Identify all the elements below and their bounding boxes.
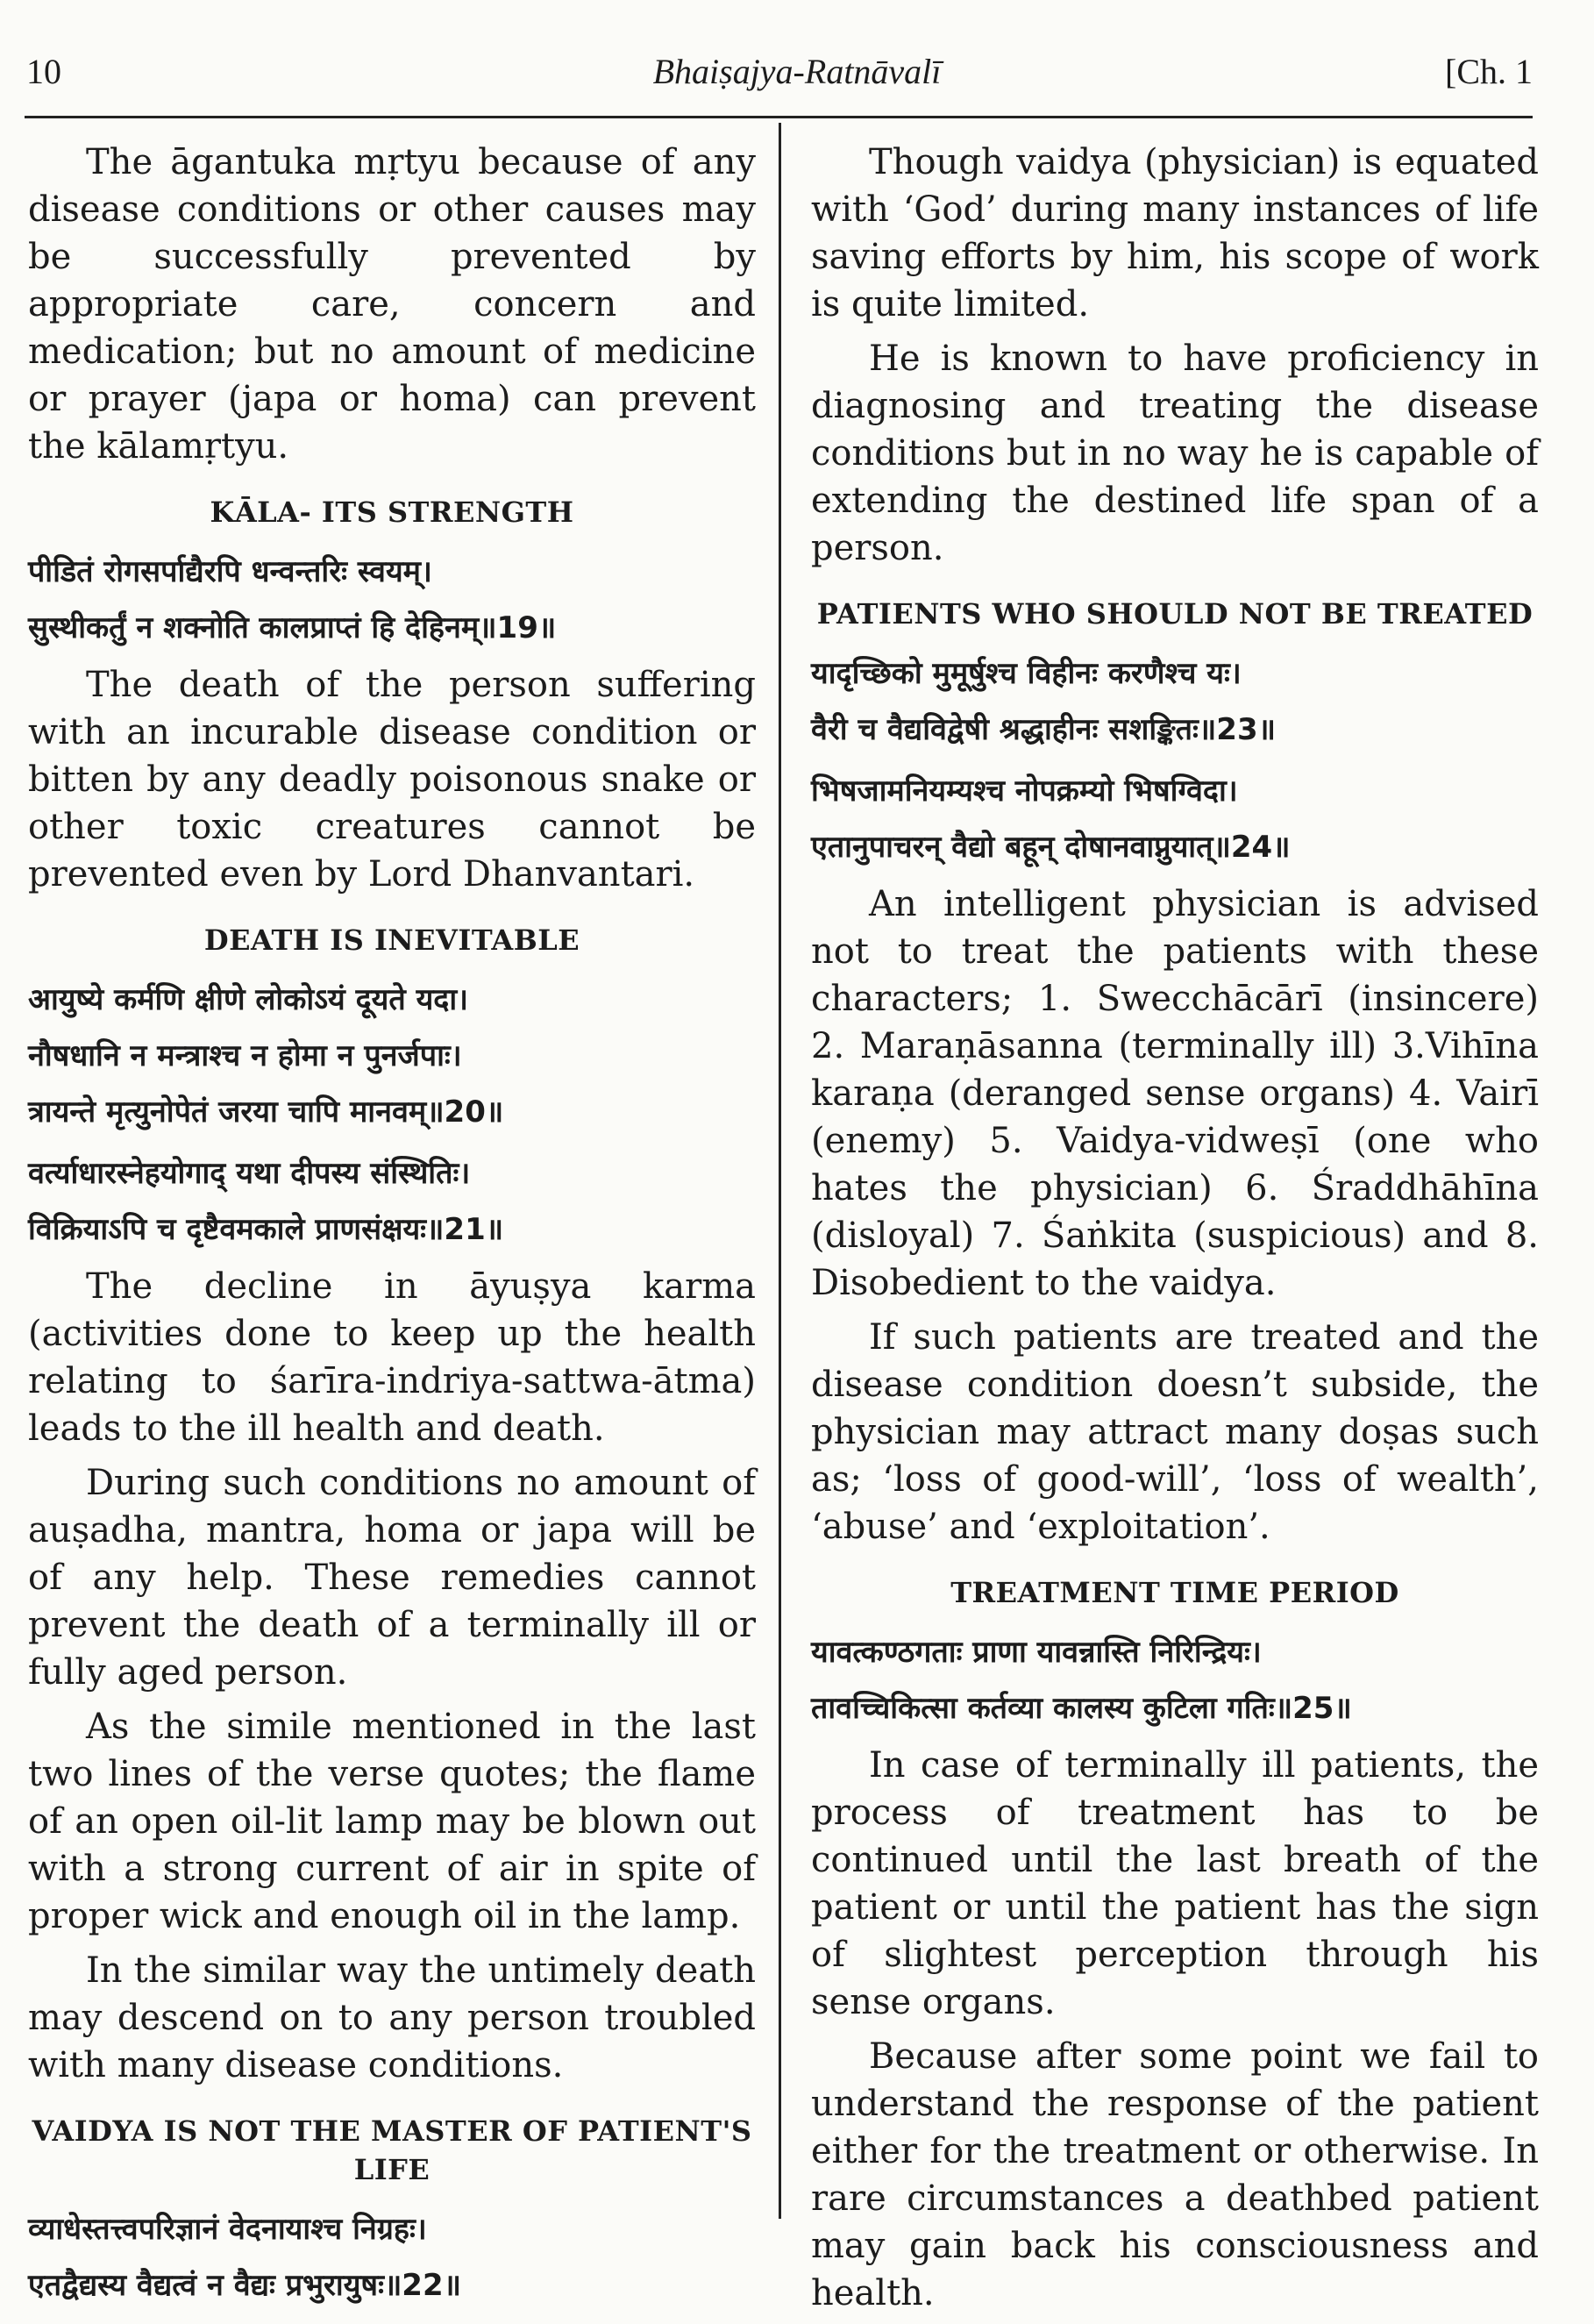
- column-divider: [779, 123, 781, 2219]
- paragraph: During such conditions no amount of auṣadha, mantra, homa or japa will be of any help. These remedies cannot prevent the death of a terminally ill or fully aged person.: [28, 1463, 756, 1693]
- sanskrit-verse-24: [811, 763, 1539, 875]
- verse-line: वर्त्याधारस्नेहयोगाद् यथा दीपस्य संस्थितिः।: [28, 1156, 471, 1191]
- sanskrit-verse-25: [811, 1624, 1539, 1736]
- running-title: Bhaiṣajya-Ratnāvalī: [652, 52, 942, 91]
- verse-line: त्रायन्ते मृत्युनोपेतं जरया चापि मानवम्॥20॥: [28, 1094, 504, 1130]
- section-heading: TREATMENT TIME PERIOD: [950, 1576, 1399, 1609]
- sanskrit-verse-23: [811, 645, 1539, 758]
- verse-line: एतद्वैद्यस्य वैद्यत्वं न वैद्यः प्रभुरायुषः॥22॥: [28, 2268, 461, 2303]
- right-column: [811, 139, 1539, 2324]
- verse-line: व्याधेस्तत्त्वपरिज्ञानं वेदनायाश्च निग्रहः।: [28, 2212, 427, 2247]
- verse-line: वैरी च वैद्यविद्वेषी श्रद्धाहीनः सशङ्कितः॥23॥: [811, 712, 1276, 747]
- verse-line: एतानुपाचरन् वैद्यो बहून् दोषानवाप्नुयात्॥24॥: [811, 830, 1291, 865]
- paragraph: Though vaidya (physician) is equated with ‘God’ during many instances of life saving efforts by him, his scope of work is quite limited.: [811, 142, 1539, 324]
- page-number: 10: [26, 52, 61, 91]
- paragraph: As the simile mentioned in the last two lines of the verse quotes; the flame of an open oil-lit lamp may be blown out with a strong current of air in spite of proper wick and enough oil in the lamp.: [28, 1707, 756, 1936]
- sanskrit-verse-19: [28, 544, 756, 656]
- paragraph: The death of the person suffering with an incurable disease condition or bitten by any deadly poisonous snake or other toxic creatures cannot be prevented even by Lord Dhanvantari.: [28, 665, 756, 895]
- section-heading: PATIENTS WHO SHOULD NOT BE TREATED: [816, 597, 1534, 631]
- verse-line: आयुष्ये कर्मणि क्षीणे लोकोऽयं दूयते यदा।: [28, 982, 469, 1017]
- verse-line: सुस्थीकर्तुं न शक्नोति कालप्राप्तं हि देहिनम्॥19॥: [28, 610, 557, 645]
- verse-line: नौषधानि न मन्त्राश्च न होमा न पुनर्जपाः।: [28, 1038, 462, 1073]
- paragraph: He is known to have proficiency in diagnosing and treating the disease conditions but in no way he is capable of extending the destined life span of a person.: [811, 339, 1539, 568]
- left-column: [28, 139, 756, 2319]
- verse-line: तावच्चिकित्सा कर्तव्या कालस्य कुटिला गतिः॥25॥: [811, 1691, 1352, 1726]
- paragraph: The āgantuka mṛtyu because of any disease conditions or other causes may be successfully prevented by appropriate care, concern and medication; but no amount of medicine or prayer (japa or homa) can prevent the kālamṛtyu.: [28, 142, 756, 467]
- paragraph: If such patients are treated and the disease condition doesn’t subside, the physician may attract many doṣas such as; ‘loss of good-will’, ‘loss of wealth’, ‘abuse’ and ‘exploitation’.: [811, 1317, 1539, 1547]
- section-heading: KĀLA- ITS STRENGTH: [210, 495, 574, 529]
- sanskrit-verse-20: [28, 972, 756, 1140]
- sanskrit-verse-22: [28, 2201, 756, 2313]
- paragraph: In case of terminally ill patients, the process of treatment has to be continued until the last breath of the patient or until the patient has the sign of slightest perception through his sense organs.: [811, 1745, 1539, 2022]
- paragraph: The decline in āyuṣya karma (activities done to keep up the health relating to śarīra-indriya-sattwa-ātma) leads to the ill health and death.: [28, 1266, 756, 1449]
- section-heading: VAIDYA IS NOT THE MASTER OF PATIENT'S LIFE: [32, 2114, 752, 2186]
- verse-line: पीडितं रोगसर्पाद्यैरपि धन्वन्तरिः स्वयम्।: [28, 554, 432, 589]
- header-rule: [25, 116, 1533, 118]
- verse-line: भिषजामनियम्यश्च नोपक्रम्यो भिषग्विदा।: [811, 773, 1238, 809]
- sanskrit-verse-21: [28, 1145, 756, 1258]
- section-heading: DEATH IS INEVITABLE: [203, 923, 580, 957]
- page-header: [0, 0, 1594, 132]
- verse-line: यावत्कण्ठगताः प्राणा यावन्नास्ति निरिन्द्रियः।: [811, 1635, 1262, 1670]
- paragraph: In the similar way the untimely death may descend on to any person troubled with many disease conditions.: [28, 1950, 756, 2085]
- verse-line: विक्रियाऽपि च दृष्टैवमकाले प्राणसंक्षयः॥21॥: [28, 1212, 504, 1247]
- chapter-marker: [Ch. 1: [1445, 52, 1533, 91]
- verse-line: यादृच्छिको मुमूर्षुश्च विहीनः करणैश्च यः।: [811, 656, 1242, 691]
- paragraph: Because after some point we fail to understand the response of the patient either for the treatment or otherwise. In rare circumstances a deathbed patient may gain back his consciousness and health.: [811, 2036, 1539, 2313]
- paragraph: An intelligent physician is advised not to treat the patients with these characters; 1. Swecchācārī (insincere) 2. Maraṇāsanna (terminally ill) 3.Vihīna karaṇa (deranged sense organs) 4. Vairī (enemy) 5. Vaidya-vidweṣī (one who hates the physician) 6. Śraddhāhīna (disloyal) 7. Śaṅkita (suspicious) and 8. Disobedient to the vaidya.: [811, 884, 1539, 1303]
